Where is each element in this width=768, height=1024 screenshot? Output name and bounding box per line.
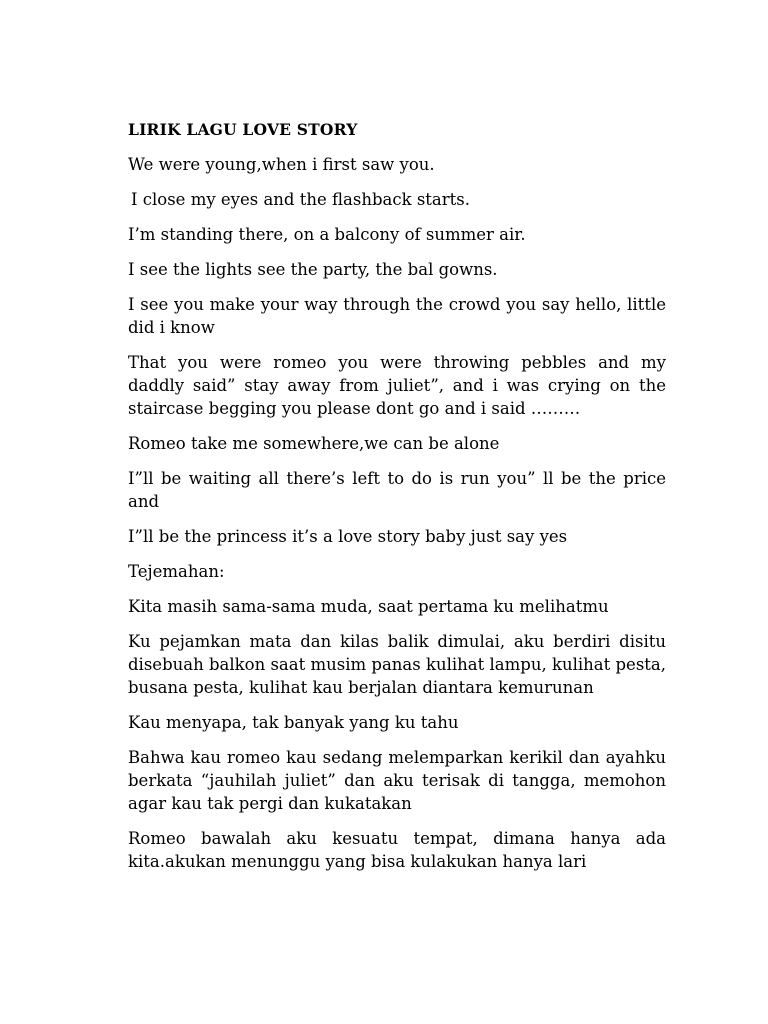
- document-title: LIRIK LAGU LOVE STORY: [128, 120, 358, 139]
- translation-heading: Tejemahan:: [128, 562, 225, 581]
- lyric-line-4: I see the lights see the party, the bal gowns.: [128, 260, 498, 279]
- translation-line-2: Ku pejamkan mata dan kilas balik dimulai, aku berdiri disitu disebuah balkon saat musim panas kulihat lampu, kulihat pesta, busana pesta, kulihat kau berjalan diantara kemurunan: [128, 632, 666, 697]
- lyric-line-6: That you were romeo you were throwing pebbles and my daddly said” stay away from juliet”, and i was crying on the staircase begging you please dont go and i said ………: [128, 353, 666, 418]
- document-page: [128, 118, 666, 885]
- translation-line-3: Kau menyapa, tak banyak yang ku tahu: [128, 713, 459, 732]
- lyric-line-7: Romeo take me somewhere,we can be alone: [128, 434, 500, 453]
- translation-line-5: Romeo bawalah aku kesuatu tempat, dimana hanya ada kita.akukan menunggu yang bisa kulakukan hanya lari: [128, 829, 666, 871]
- lyric-line-3: I’m standing there, on a balcony of summer air.: [128, 225, 526, 244]
- translation-line-4: Bahwa kau romeo kau sedang melemparkan kerikil dan ayahku berkata “jauhilah juliet” dan aku terisak di tangga, memohon agar kau tak pergi dan kukatakan: [128, 748, 666, 813]
- lyric-line-5: I see you make your way through the crowd you say hello, little did i know: [128, 295, 666, 337]
- lyric-line-2: I close my eyes and the flashback starts.: [131, 190, 470, 209]
- translation-line-1: Kita masih sama-sama muda, saat pertama ku melihatmu: [128, 597, 609, 616]
- lyric-line-8: I”ll be waiting all there’s left to do is run you” ll be the price and: [128, 469, 666, 511]
- lyric-line-9: I”ll be the princess it’s a love story baby just say yes: [128, 527, 568, 546]
- lyric-line-1: We were young,when i first saw you.: [128, 155, 435, 174]
